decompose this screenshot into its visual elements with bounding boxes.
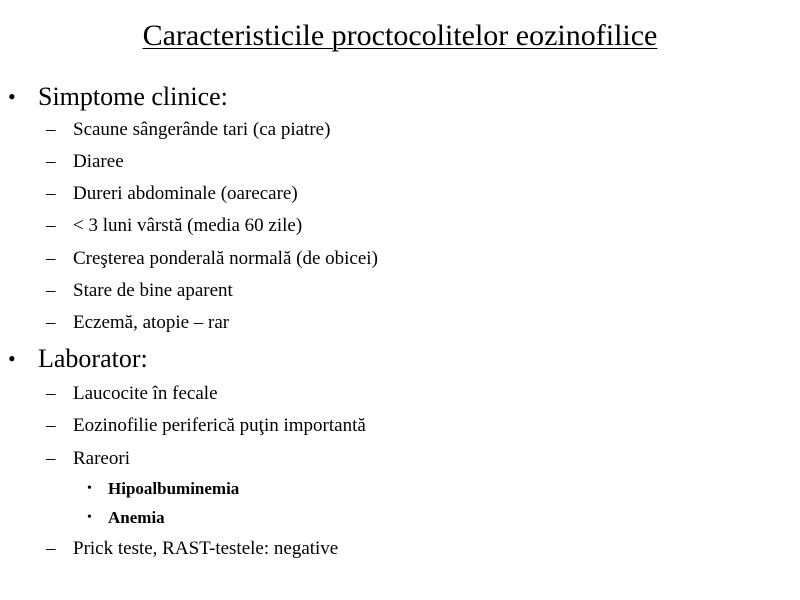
dash-marker: –	[46, 183, 56, 204]
bullet-marker: •	[8, 346, 16, 371]
sub-list-item: Anemia	[108, 508, 165, 527]
list-item: Prick teste, RAST-testele: negative	[73, 538, 339, 559]
dash-marker: –	[46, 248, 56, 269]
section-heading-symptoms: Simptome clinice:	[38, 82, 228, 111]
dash-marker: –	[46, 151, 56, 172]
dash-marker: –	[46, 119, 56, 140]
bullet-marker: •	[8, 84, 16, 109]
bullet-marker: •	[87, 510, 92, 525]
list-item: Stare de bine aparent	[73, 280, 233, 301]
list-item: Rareori	[73, 448, 130, 469]
dash-marker: –	[46, 383, 56, 404]
dash-marker: –	[46, 448, 56, 469]
sub-list-item: Hipoalbuminemia	[108, 479, 240, 498]
bullet-marker: •	[87, 481, 92, 496]
dash-marker: –	[46, 280, 56, 301]
section-heading-laboratory: Laborator:	[38, 344, 148, 373]
list-item: Diaree	[73, 151, 124, 172]
dash-marker: –	[46, 215, 56, 236]
list-item: Eozinofilie periferică puţin importantă	[73, 415, 366, 436]
dash-marker: –	[46, 538, 56, 559]
slide-title: Caracteristicile proctocolitelor eozinofilice	[142, 19, 658, 52]
dash-marker: –	[46, 415, 56, 436]
list-item: Laucocite în fecale	[73, 383, 218, 404]
list-item: Dureri abdominale (oarecare)	[73, 183, 298, 204]
dash-marker: –	[46, 312, 56, 333]
list-item: < 3 luni vârstă (media 60 zile)	[73, 215, 303, 236]
list-item: Eczemă, atopie – rar	[73, 312, 230, 333]
list-item: Creşterea ponderală normală (de obicei)	[73, 248, 378, 269]
list-item: Scaune sângerânde tari (ca piatre)	[73, 119, 331, 140]
